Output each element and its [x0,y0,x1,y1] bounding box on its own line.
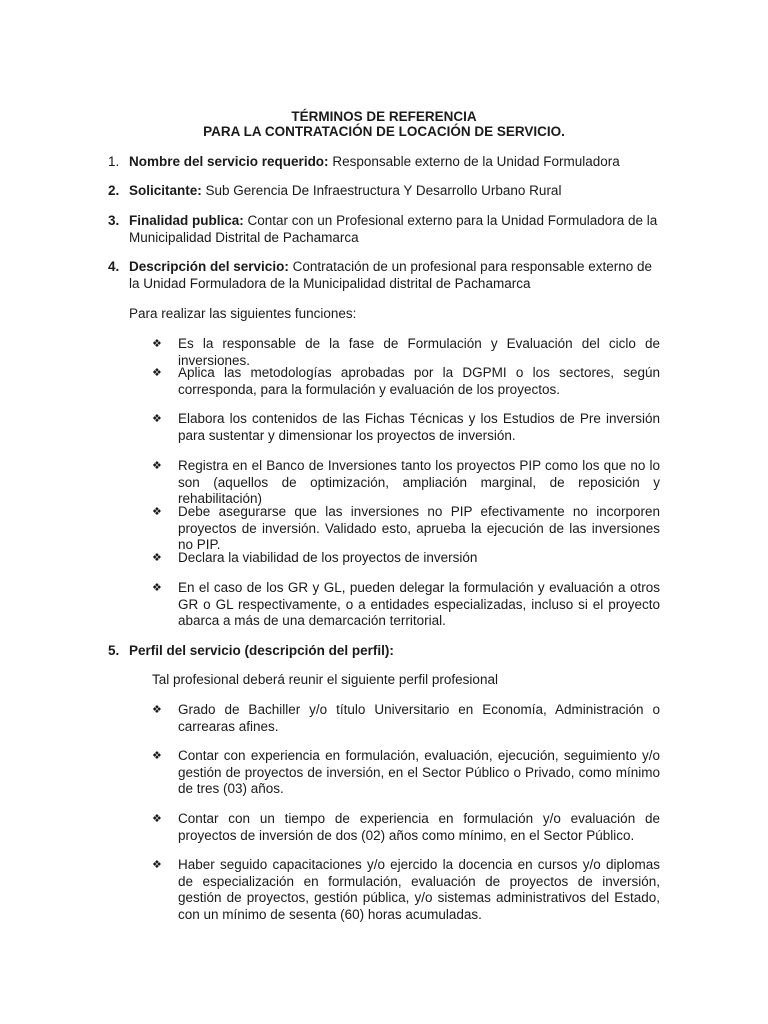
section-label: Perfil del servicio (descripción del perfil): [129,643,394,658]
section-label: Descripción del servicio: [129,259,289,274]
section-2 [108,183,660,200]
profile-intro: Tal profesional deberá reunir el siguiente perfil profesional [152,672,498,687]
section-3 [108,213,660,246]
diamond-bullet-icon: ❖ [152,858,162,871]
diamond-bullet-icon: ❖ [152,581,162,594]
function-text: Aplica las metodologías aprobadas por la DGPMI o los sectores, según corresponda, para la formulación y evaluación de los proyectos. [178,365,660,397]
functions-intro: Para realizar las siguientes funciones: [129,306,357,321]
profile-text: Grado de Bachiller y/o título Universitario en Economía, Administración o carrearas afines. [178,702,660,734]
section-4 [108,259,660,292]
profile-text: Contar con experiencia en formulación, evaluación, ejecución, seguimiento y/o gestión de proyectos de inversión, en el Sector Público o Privado, como mínimo de tres (03) años. [178,748,660,796]
document-title [0,109,768,139]
diamond-bullet-icon: ❖ [152,749,162,762]
function-item [152,365,660,398]
section-1 [108,154,660,171]
function-text: Es la responsable de la fase de Formulación y Evaluación del ciclo de inversiones. [178,336,660,368]
section-text: Contratación de un profesional para responsable externo de la Unidad Formuladora de la Municipalidad distrital de Pachamarca [129,259,653,291]
title-line-1: TÉRMINOS DE REFERENCIA [291,109,477,124]
function-text: Debe asegurarse que las inversiones no PIP efectivamente no incorporen proyectos de inversión. Validado esto, aprueba la ejecución de las inversiones no PIP. [178,504,660,552]
section-label: Solicitante: [129,183,202,198]
section-number: 5. [108,643,120,658]
function-text: Declara la viabilidad de los proyectos de inversión [178,550,478,565]
diamond-bullet-icon: ❖ [152,412,162,425]
diamond-bullet-icon: ❖ [152,459,162,472]
function-item [152,458,660,508]
profile-item [152,811,660,844]
section-number: 1. [108,154,120,169]
function-text: Registra en el Banco de Inversiones tanto los proyectos PIP como los que no lo son (aquellos de optimización, ampliación marginal, de reposición y rehabilitación) [178,458,660,506]
section-label: Finalidad publica: [129,213,244,228]
section-text: Sub Gerencia De Infraestructura Y Desarrollo Urbano Rural [201,183,562,198]
profile-item [152,857,660,923]
diamond-bullet-icon: ❖ [152,366,162,379]
section-5 [108,643,660,660]
profile-item [152,702,660,735]
section-number: 2. [108,183,120,198]
function-item [152,550,660,567]
diamond-bullet-icon: ❖ [152,551,162,564]
function-item [152,580,660,630]
profile-item [152,748,660,798]
section-number: 3. [108,213,120,228]
diamond-bullet-icon: ❖ [152,337,162,350]
section-number: 4. [108,259,120,274]
diamond-bullet-icon: ❖ [152,703,162,716]
diamond-bullet-icon: ❖ [152,812,162,825]
section-text: Responsable externo de la Unidad Formuladora [328,154,620,169]
profile-text: Haber seguido capacitaciones y/o ejercido la docencia en cursos y/o diplomas de especialización en formulación, evaluación de proyectos de inversión, gestión de proyectos, gestión pública, y/o sistemas administrativos del Estado, con un mínimo de sesenta (60) horas acumuladas. [178,857,660,922]
function-text: En el caso de los GR y GL, pueden delegar la formulación y evaluación a otros GR o GL respectivamente, o a entidades especializadas, incluso si el proyecto abarca a más de una demarcación territorial. [178,580,660,628]
diamond-bullet-icon: ❖ [152,505,162,518]
function-item [152,504,660,554]
section-text: Contar con un Profesional externo para la Unidad Formuladora de la Municipalidad Distrital de Pachamarca [129,213,658,245]
profile-text: Contar con un tiempo de experiencia en formulación y/o evaluación de proyectos de inversión de dos (02) años como mínimo, en el Sector Público. [178,811,660,843]
title-line-2: PARA LA CONTRATACIÓN DE LOCACIÓN DE SERVICIO. [203,124,565,139]
function-text: Elabora los contenidos de las Fichas Técnicas y los Estudios de Pre inversión para sustentar y dimensionar los proyectos de inversión. [178,411,660,443]
section-label: Nombre del servicio requerido: [129,154,329,169]
function-item [152,411,660,444]
